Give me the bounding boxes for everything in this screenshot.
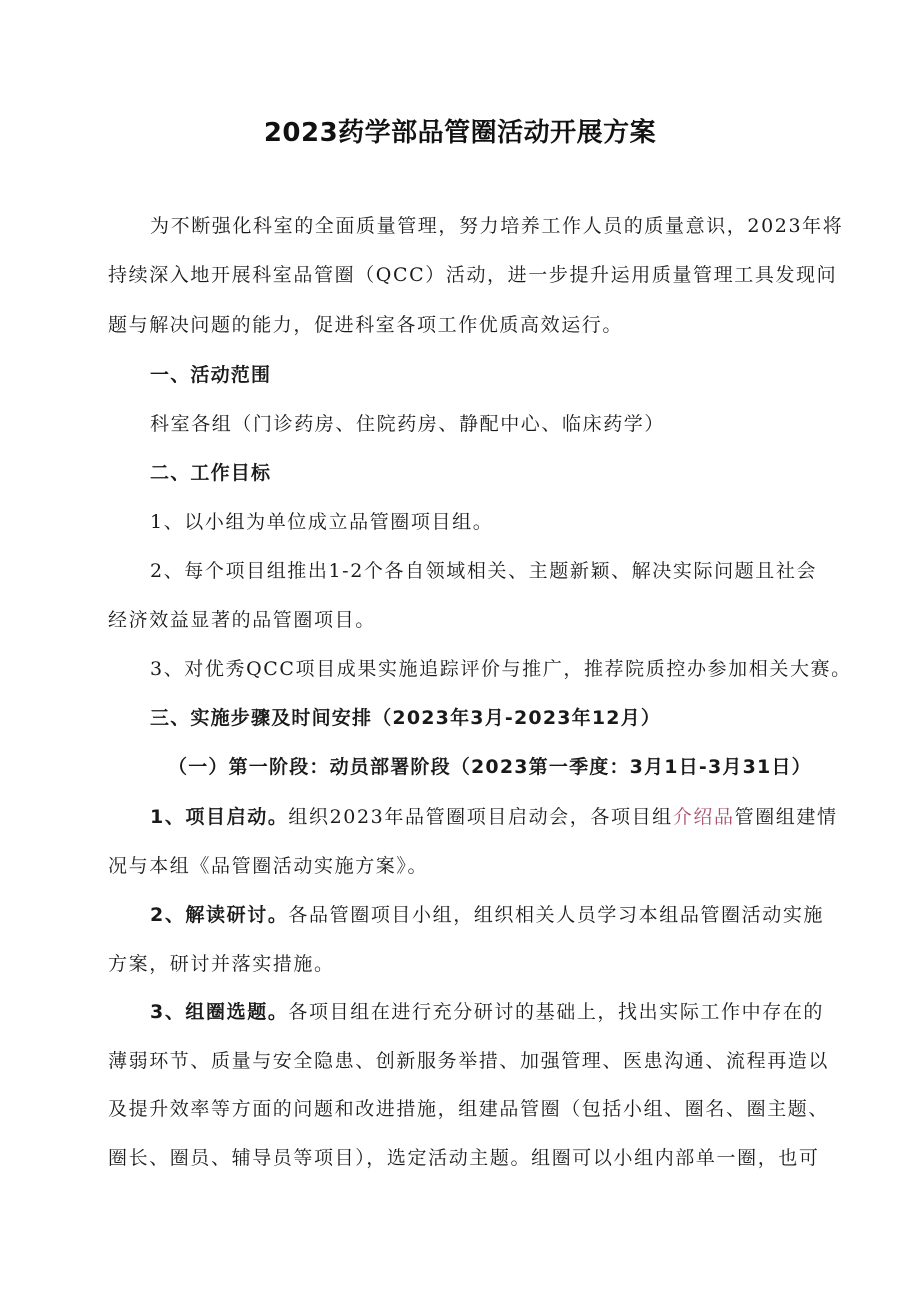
intro-line-2: 持续深入地开展科室品管圈（QCC）活动，进一步提升运用质量管理工具发现问	[108, 264, 838, 286]
goal-item-2-line-1: 2、每个项目组推出1-2个各自领域相关、主题新颖、解决实际问题且社会	[150, 560, 818, 582]
phase-1-heading: （一）第一阶段：动员部署阶段（2023第一季度：3月1日-3月31日）	[168, 756, 812, 778]
step-1-text-a: 组织2023年品管圈项目启动会，各项目组	[288, 806, 673, 828]
step-3-text: 各项目组在进行充分研讨的基础上，找出实际工作中存在的	[288, 1001, 825, 1023]
goal-item-3: 3、对优秀QCC项目成果实施追踪评价与推广，推荐院质控办参加相关大赛。	[150, 658, 852, 680]
step-2-line-1	[150, 903, 824, 927]
step-2-label: 2、解读研讨。	[150, 904, 289, 926]
step-3-line-1	[150, 1000, 824, 1024]
section-1-heading: 一、活动范围	[150, 364, 272, 386]
step-1-line-1	[150, 805, 838, 829]
section-1-body: 科室各组（门诊药房、住院药房、静配中心、临床药学）	[150, 413, 666, 435]
step-1-text-b: 管圈组建情	[734, 806, 838, 828]
step-2-line-2: 方案，研讨并落实措施。	[108, 953, 335, 975]
section-3-heading: 三、实施步骤及时间安排（2023年3月-2023年12月）	[150, 707, 662, 729]
document-title: 2023药学部品管圈活动开展方案	[263, 118, 657, 148]
step-3-label: 3、组圈选题。	[150, 1001, 289, 1023]
step-1-line-2: 况与本组《品管圈活动实施方案》。	[108, 855, 429, 877]
step-1-text-accent: 介绍品	[672, 806, 735, 828]
intro-line-1: 为不断强化科室的全面质量管理，努力培养工作人员的质量意识，2023年将	[150, 215, 844, 237]
goal-item-2-line-2: 经济效益显著的品管圈项目。	[108, 609, 376, 631]
intro-line-3: 题与解决问题的能力，促进科室各项工作优质高效运行。	[108, 314, 624, 336]
step-1-label: 1、项目启动。	[150, 806, 289, 828]
step-3-line-2: 薄弱环节、质量与安全隐患、创新服务举措、加强管理、医患沟通、流程再造以	[108, 1050, 830, 1072]
goal-item-1: 1、以小组为单位成立品管圈项目组。	[150, 511, 494, 533]
step-2-text: 各品管圈项目小组，组织相关人员学习本组品管圈活动实施	[288, 904, 825, 926]
step-3-line-3: 及提升效率等方面的问题和改进措施，组建品管圈（包括小组、圈名、圈主题、	[108, 1098, 830, 1120]
section-2-heading: 二、工作目标	[150, 462, 272, 484]
step-3-line-4: 圈长、圈员、辅导员等项目），选定活动主题。组圈可以小组内部单一圈，也可	[108, 1147, 820, 1169]
